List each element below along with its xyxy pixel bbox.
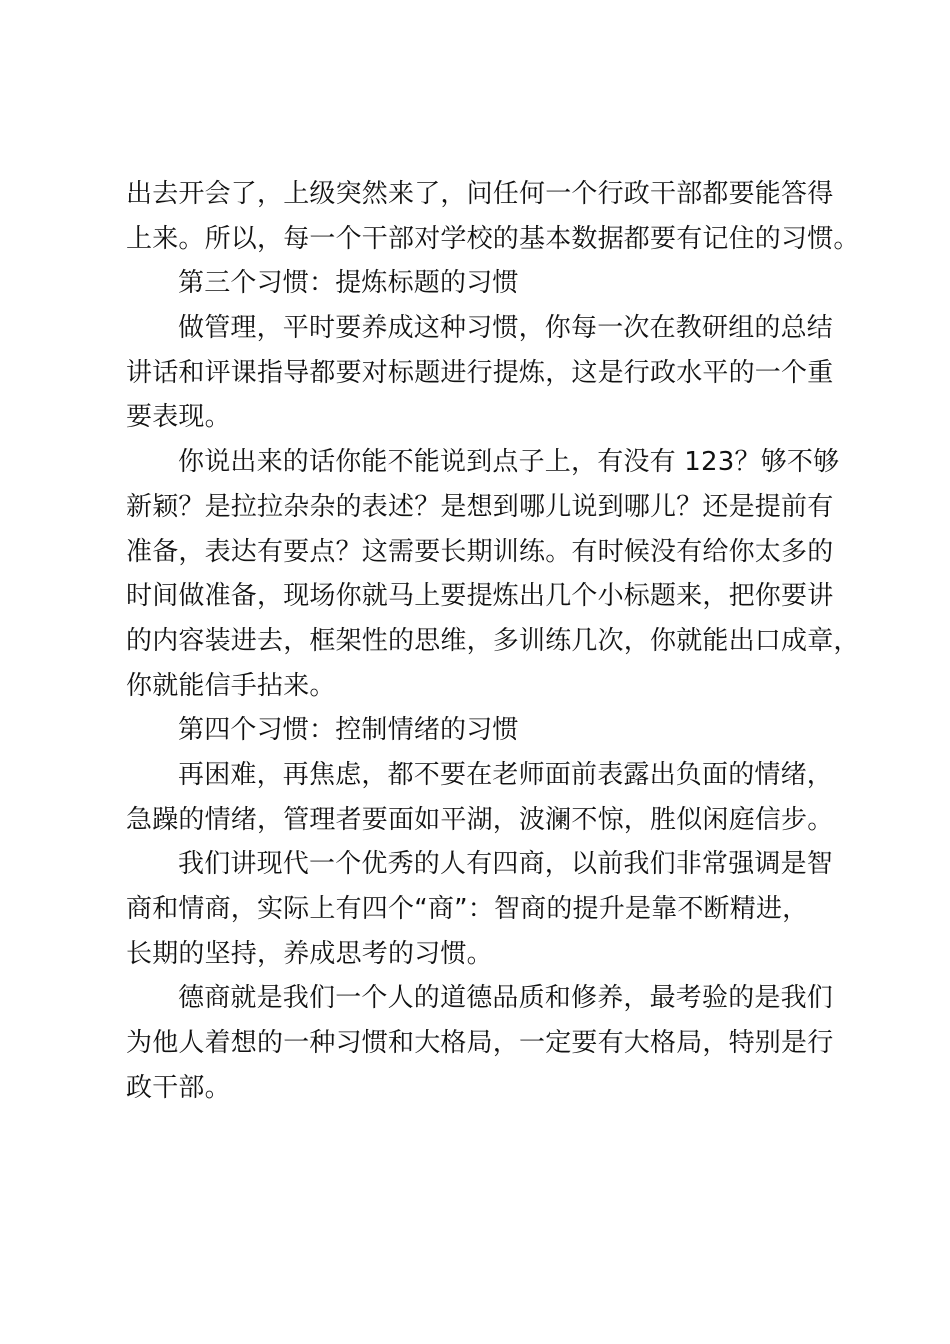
body-text-line: 再困难，再焦虑，都不要在老师面前表露出负面的情绪， bbox=[178, 759, 834, 790]
body-text-line: 准备，表达有要点？这需要长期训练。有时候没有给你太多的 bbox=[126, 536, 834, 567]
body-text-line: 讲话和评课指导都要对标题进行提炼，这是行政水平的一个重 bbox=[126, 357, 834, 388]
body-text-line: 长期的坚持，养成思考的习惯。 bbox=[126, 938, 493, 969]
body-text-line: 急躁的情绪，管理者要面如平湖，波澜不惊，胜似闲庭信步。 bbox=[126, 804, 834, 835]
body-text-line: 时间做准备，现场你就马上要提炼出几个小标题来，把你要讲 bbox=[126, 581, 834, 612]
body-text-line: 你就能信手拈来。 bbox=[126, 670, 336, 701]
section-heading: 第三个习惯：提炼标题的习惯 bbox=[178, 268, 519, 299]
body-text-line: 你说出来的话你能不能说到点子上，有没有 123？够不够 bbox=[178, 447, 840, 478]
body-text-line: 出去开会了，上级突然来了，问任何一个行政干部都要能答得 bbox=[126, 179, 834, 209]
body-text-line: 的内容装进去，框架性的思维，多训练几次，你就能出口成章， bbox=[126, 625, 860, 656]
body-text-line: 德商就是我们一个人的道德品质和修养，最考验的是我们 bbox=[178, 983, 834, 1014]
body-text-line: 政干部。 bbox=[126, 1072, 231, 1103]
section-heading: 第四个习惯：控制情绪的习惯 bbox=[178, 715, 519, 746]
body-text-line: 商和情商，实际上有四个“商”：智商的提升是靠不断精进， bbox=[126, 894, 809, 924]
body-text-line: 上来。所以，每一个干部对学校的基本数据都要有记住的习惯。 bbox=[126, 223, 860, 254]
document-body bbox=[126, 172, 860, 1110]
body-text-line: 为他人着想的一种习惯和大格局，一定要有大格局，特别是行 bbox=[126, 1028, 834, 1059]
body-text-line: 要表现。 bbox=[126, 402, 231, 433]
body-text-line: 我们讲现代一个优秀的人有四商，以前我们非常强调是智 bbox=[178, 849, 834, 880]
body-text-line: 新颖？是拉拉杂杂的表述？是想到哪儿说到哪儿？还是提前有 bbox=[126, 491, 834, 522]
body-text-line: 做管理，平时要养成这种习惯，你每一次在教研组的总结 bbox=[178, 313, 834, 344]
